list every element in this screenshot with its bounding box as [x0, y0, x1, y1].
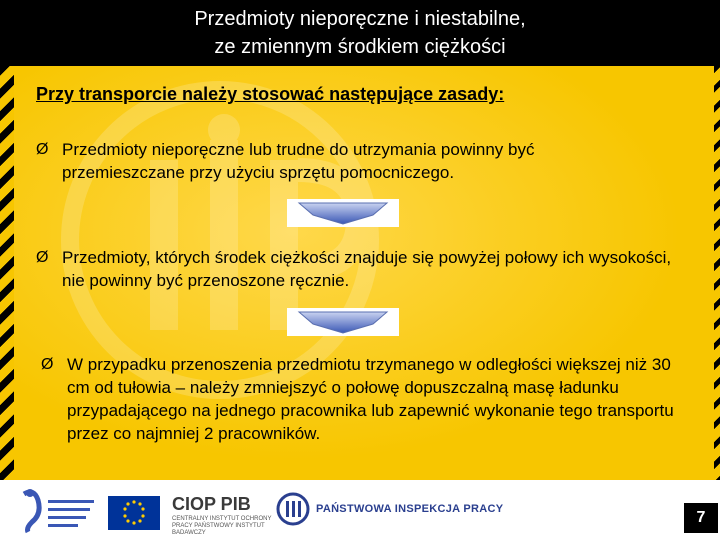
slide-title-line2: ze zmiennym środkiem ciężkości: [214, 36, 506, 58]
bullet-arrow-icon: Ø: [36, 249, 49, 266]
ciop-pib-logo: CIOP PIB: [172, 494, 251, 514]
pip-name-logo: PAŃSTWOWA INSPEKCJA PRACY: [316, 503, 504, 515]
logo-footer: [0, 480, 720, 540]
eu-osha-logo: [18, 488, 98, 534]
left-hazard-stripe: [0, 66, 14, 480]
ciop-pib-subtitle: CENTRALNY INSTYTUT OCHRONY PRACY PAŃSTWOWY INSTYTUT BADAWCZY: [172, 516, 272, 536]
down-arrow-box-1: [287, 199, 399, 227]
arrow-down-icon: [287, 308, 399, 336]
right-hazard-stripe: [714, 66, 720, 480]
bullet-item-2: [36, 246, 676, 292]
bullet-text-1: Przedmioty nieporęczne lub trudne do utrzymania powinny być przemieszczane przy użyciu sprzętu pomocniczego.: [62, 140, 535, 182]
eu-flag-logo: [108, 496, 160, 530]
slide-header: [0, 0, 720, 66]
bullet-text-3: W przypadku przenoszenia przedmiotu trzymanego w odległości większej niż 30 cm od tułowia – należy zmniejszyć o połowę dopuszczalną masę ładunku przypadającego na jednego pracownika lub zapewnić wykonanie tego transportu przez co najmniej 2 pracowników.: [67, 355, 674, 443]
down-arrow-box-2: [287, 308, 399, 336]
bullet-arrow-icon: Ø: [41, 356, 54, 373]
bullet-text-2: Przedmioty, których środek ciężkości znajduje się powyżej połowy ich wysokości, nie powinny być przenoszone ręcznie.: [62, 248, 672, 290]
bullet-arrow-icon: Ø: [36, 141, 49, 158]
arrow-down-icon: [287, 199, 399, 227]
slide-title-line1: Przedmioty nieporęczne i niestabilne,: [194, 8, 526, 30]
pip-round-logo: [276, 492, 310, 526]
bullet-item-1: [36, 138, 636, 184]
rules-heading: Przy transporcie należy stosować następujące zasady:: [36, 84, 505, 104]
bullet-item-3: [41, 353, 691, 445]
page-number: 7: [684, 503, 718, 533]
